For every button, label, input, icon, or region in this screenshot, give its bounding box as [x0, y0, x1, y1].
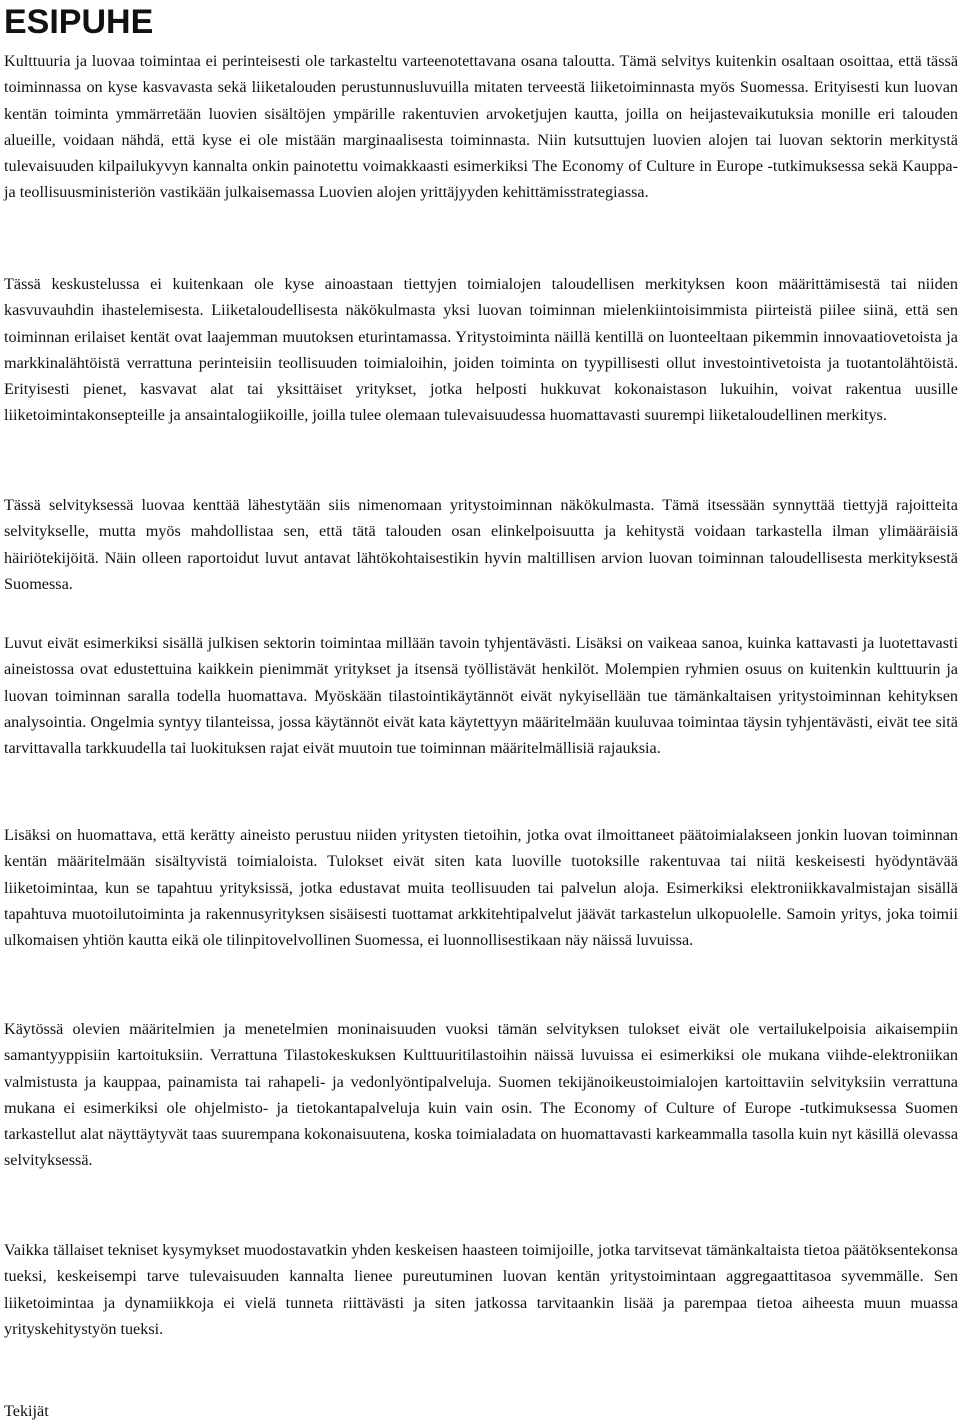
paragraph-4: Luvut eivät esimerkiksi sisällä julkisen sektorin toimintaa millään tavoin tyhjentävästi. Lisäksi on vaikeaa sanoa, kuinka kattavasti ja luotettavasti aineistossa ovat edustettuina kaikkein pienimmät yritykset ja itsensä työllistävät henkilöt. Molempien ryhmien osuus on kuitenkin kulttuurin ja luovan toiminnan saralla todella huomattava. Myöskään tilastointikäytännöt eivät nykyisellään tue tämänkaltaisen yritystoiminnan kehityksen analysointia. Ongelmia syntyy tilanteissa, jossa käytännöt eivät kata käytettyyn määritelmään kuuluvaa toimintaa täysin tyhjentävästi, eivät tee sitä tarvittavalla tarkkuudella tai luokituksen rajat eivät muutoin tue toiminnan määritelmällisiä rajauksia.: [4, 634, 958, 758]
paragraph-2: Tässä keskustelussa ei kuitenkaan ole kyse ainoastaan tiettyjen toimialojen taloudellisen merkityksen koon määrittämisestä tai niiden kasvuvauhdin ihastelemisesta. Liiketaloudellisesta näkökulmasta yksi luovan toiminnan mielenkiintoisimmista piirteistä piilee siinä, että sen toiminnan erilaiset kentät ovat laajemman muutoksen eturintamassa. Yritystoiminta näillä kentillä on luonteeltaan pikemmin innovaatiovetoista ja markkinalähtöistä verrattuna perinteisiin teollisuuden toimialoihin, joiden toiminta on tyypillisesti ollut investointivetoista ja tuotantolähtöistä. Erityisesti pienet, kasvavat alat tai yksittäiset yritykset, jotka helposti hukkuvat kokonaistason lukuihin, voivat rakentua uusille liiketoimintakonsepteille ja ansaintalogiikoille, joilla tulee olemaan tulevaisuudessa huomattavasti suurempi liiketaloudellinen merkitys.: [4, 275, 958, 425]
paragraph-7: Vaikka tällaiset tekniset kysymykset muodostavatkin yhden keskeisen haasteen toimijoille, jotka tarvitsevat tämänkaltaista tietoa päätöksentekonsa tueksi, keskeisempi tarve tulevaisuuden kannalta lienee pureutuminen luovan kentän yritystoimintaan aggregaattitasoa syvemmälle. Sen liiketoimintaa ja dynamiikkoja ei vielä tunneta riittävästi ja siten jatkossa tarvitaankin lisää ja parempaa tietoa aiheesta muun muassa yrityskehitystyön tueksi.: [4, 1241, 958, 1338]
paragraph-3: Tässä selvityksessä luovaa kenttää lähestytään siis nimenomaan yritystoiminnan näkökulmasta. Tämä itsessään synnyttää tiettyjä rajoitteita selvitykselle, mutta myös mahdollistaa sen, että tätä talouden osan elinkelpoisuutta ja kehitystä voidaan tarkastella ilman ylimääräisiä häiriötekijöitä. Näin olleen raportoidut luvut antavat lähtökohtaisestikin hyvin maltillisen arvion luovan toiminnan taloudellisesta merkityksestä Suomessa.: [4, 496, 958, 593]
paragraph-1: Kulttuuria ja luovaa toimintaa ei perinteisesti ole tarkasteltu varteenotettavana osana taloutta. Tämä selvitys kuitenkin osaltaan osoittaa, että tässä toiminnassa on kyse kasvavasta sekä liiketalouden perustunnusluvuilla mitaten terveestä liiketoiminnasta myös Suomessa. Erityisesti kun luovan kentän toiminta ymmärretään luovien sisältöjen ympärille rakentuvien arvoketjujen kautta, joilla on heijastevaikutuksia monille eri talouden alueille, voidaan nähdä, että kyse ei ole mistään marginaalisesta toiminnasta. Niin kutsuttujen luovien alojen tai luovan sektorin merkitystä tulevaisuuden kilpailukyvyn kannalta onkin painotettu voimakkaasti esimerkiksi The Economy of Culture in Europe -tutkimuksessa sekä Kauppa- ja teollisuusministeriön vastikään julkaisemassa Luovien alojen yrittäjyyden kehittämisstrategiassa.: [4, 52, 958, 202]
paragraph-5: Lisäksi on huomattava, että kerätty aineisto perustuu niiden yritysten tietoihin, jotka ovat ilmoittaneet päätoimialakseen jonkin luovan toiminnan kentän määritelmään sisältyvistä toimialoista. Tulokset eivät siten kata luoville tuotoksille rakentuvaa tai niitä keskeisesti hyödyntävää liiketoimintaa, kun se tapahtuu yrityksissä, jotka edustavat muita teollisuuden tai palvelun aloja. Esimerkiksi elektroniikkavalmistajan sisällä tapahtuva muotoilutoiminta ja rakennusyrityksen sisäisesti tuottamat arkkitehtipalvelut jäävät tarkastelun ulkopuolelle. Samoin yritys, joka toimii ulkomaisen yhtiön kautta eikä ole tilinpitovelvollinen Suomessa, ei luonnollisestikaan näy näissä luvuissa.: [4, 826, 958, 950]
authors-label: Tekijät: [4, 1402, 49, 1420]
document-page: [4, 0, 958, 1420]
paragraph-6: Käytössä olevien määritelmien ja menetelmien moninaisuuden vuoksi tämän selvityksen tulokset eivät ole vertailukelpoisia aikaisempiin samantyyppisiin kartoituksiin. Verrattuna Tilastokeskuksen Kulttuuritilastoihin näissä luvuissa ei esimerkiksi ole mukana viihde-elektroniikan valmistusta ja kauppaa, painamista tai rahapeli- ja vedonlyöntipalveluja. Suomen tekijänoikeustoimialojen kartoittaviin selvityksiin verrattuna mukana ei esimerkiksi ole ohjelmisto- ja tietokantapalveluja kuin vain osin. The Economy of Culture of Europe -tutkimuksessa Suomen tarkastellut alat näyttäytyvät taas suurempana kokonaisuutena, koska toimialadata on huomattavasti karkeammalla tasolla kuin nyt käsillä olevassa selvityksessä.: [4, 1020, 958, 1170]
page-title: ESIPUHE: [4, 3, 154, 41]
